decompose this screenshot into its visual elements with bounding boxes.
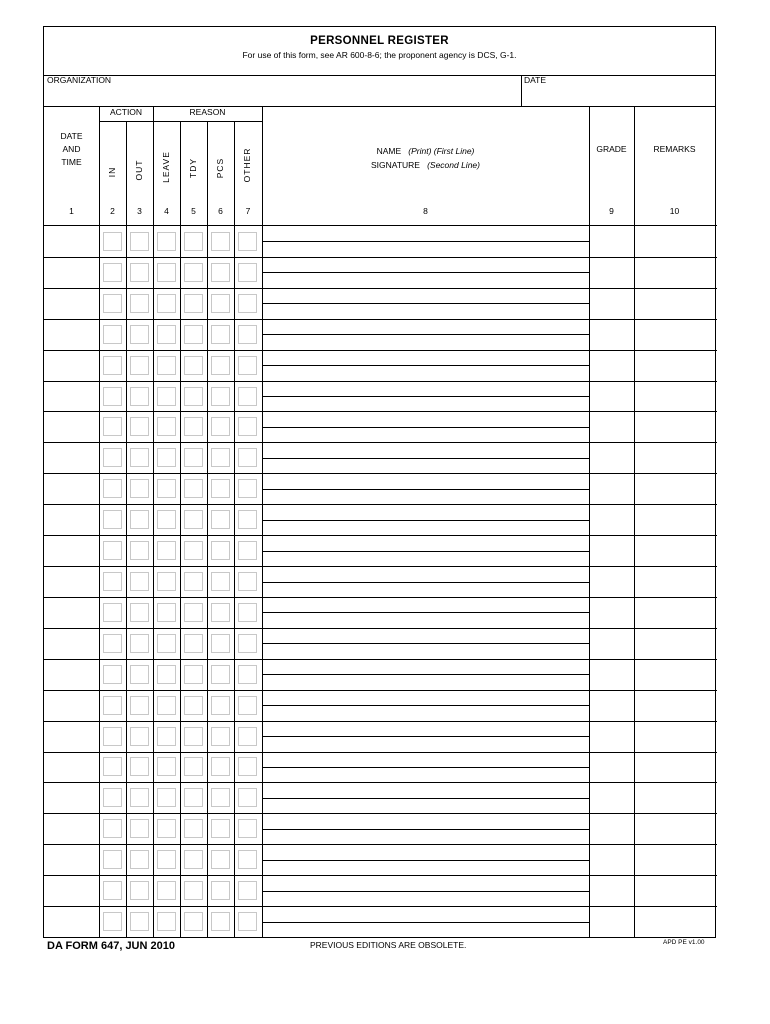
- other-checkbox[interactable]: [238, 263, 257, 282]
- row-divider: [44, 721, 717, 722]
- other-checkbox[interactable]: [238, 819, 257, 838]
- tdy-checkbox[interactable]: [184, 727, 203, 746]
- leave-checkbox[interactable]: [157, 912, 176, 931]
- pcs-checkbox[interactable]: [211, 417, 230, 436]
- name-signature-divider: [262, 922, 589, 923]
- other-checkbox[interactable]: [238, 510, 257, 529]
- other-checkbox[interactable]: [238, 665, 257, 684]
- name-signature-divider: [262, 767, 589, 768]
- column-divider: [180, 121, 181, 937]
- action-group-header: ACTION: [109, 107, 143, 117]
- organization-field[interactable]: ORGANIZATION: [47, 75, 112, 85]
- other-checkbox[interactable]: [238, 356, 257, 375]
- tdy-checkbox[interactable]: [184, 912, 203, 931]
- pcs-checkbox[interactable]: [211, 757, 230, 776]
- leave-checkbox[interactable]: [157, 850, 176, 869]
- row-divider: [44, 504, 717, 505]
- row-divider: [44, 659, 717, 660]
- leave-checkbox[interactable]: [157, 757, 176, 776]
- out-checkbox[interactable]: [130, 819, 149, 838]
- other-checkbox[interactable]: [238, 850, 257, 869]
- in-checkbox[interactable]: [103, 510, 122, 529]
- name-signature-divider: [262, 860, 589, 861]
- personnel-register-form: [43, 26, 716, 938]
- pcs-checkbox[interactable]: [211, 510, 230, 529]
- column-number-6: 6: [218, 206, 223, 216]
- pcs-checkbox[interactable]: [211, 356, 230, 375]
- out-checkbox[interactable]: [130, 294, 149, 313]
- other-header: OTHER: [242, 147, 252, 183]
- in-checkbox[interactable]: [103, 881, 122, 900]
- out-checkbox[interactable]: [130, 417, 149, 436]
- other-checkbox[interactable]: [238, 325, 257, 344]
- tdy-checkbox[interactable]: [184, 634, 203, 653]
- name-header-line: [262, 144, 589, 158]
- tdy-checkbox[interactable]: [184, 572, 203, 591]
- leave-checkbox[interactable]: [157, 325, 176, 344]
- other-checkbox[interactable]: [238, 572, 257, 591]
- column-divider: [589, 106, 590, 937]
- title-band: [44, 27, 715, 76]
- in-checkbox[interactable]: [103, 417, 122, 436]
- tdy-checkbox[interactable]: [184, 541, 203, 560]
- out-checkbox[interactable]: [130, 325, 149, 344]
- in-checkbox[interactable]: [103, 757, 122, 776]
- tdy-checkbox[interactable]: [184, 665, 203, 684]
- row-divider: [44, 844, 717, 845]
- tdy-checkbox[interactable]: [184, 757, 203, 776]
- pcs-checkbox[interactable]: [211, 479, 230, 498]
- out-checkbox[interactable]: [130, 448, 149, 467]
- other-checkbox[interactable]: [238, 387, 257, 406]
- tdy-header: TDY: [188, 158, 198, 178]
- pcs-checkbox[interactable]: [211, 263, 230, 282]
- in-checkbox[interactable]: [103, 819, 122, 838]
- divider: [521, 75, 522, 106]
- other-checkbox[interactable]: [238, 881, 257, 900]
- tdy-checkbox[interactable]: [184, 232, 203, 251]
- tdy-checkbox[interactable]: [184, 325, 203, 344]
- tdy-checkbox[interactable]: [184, 881, 203, 900]
- pcs-checkbox[interactable]: [211, 232, 230, 251]
- name-signature-divider: [262, 489, 589, 490]
- out-checkbox[interactable]: [130, 727, 149, 746]
- name-signature-divider: [262, 334, 589, 335]
- name-signature-divider: [262, 736, 589, 737]
- signature-header-line: [262, 158, 589, 172]
- leave-checkbox[interactable]: [157, 727, 176, 746]
- in-checkbox[interactable]: [103, 479, 122, 498]
- column-divider: [99, 106, 100, 937]
- reason-group-header: REASON: [189, 107, 226, 117]
- name-signature-divider: [262, 674, 589, 675]
- leave-checkbox[interactable]: [157, 603, 176, 622]
- column-number-1: 1: [69, 206, 74, 216]
- out-checkbox[interactable]: [130, 850, 149, 869]
- column-number-4: 4: [164, 206, 169, 216]
- other-checkbox[interactable]: [238, 479, 257, 498]
- name-signature-divider: [262, 582, 589, 583]
- tdy-checkbox[interactable]: [184, 510, 203, 529]
- name-signature-divider: [262, 612, 589, 613]
- row-divider: [44, 597, 717, 598]
- row-divider: [44, 690, 717, 691]
- name-signature-divider: [262, 272, 589, 273]
- name-signature-divider: [262, 396, 589, 397]
- leave-header: LEAVE: [161, 151, 171, 183]
- in-checkbox[interactable]: [103, 665, 122, 684]
- tdy-checkbox[interactable]: [184, 603, 203, 622]
- leave-checkbox[interactable]: [157, 448, 176, 467]
- pcs-checkbox[interactable]: [211, 603, 230, 622]
- out-checkbox[interactable]: [130, 757, 149, 776]
- column-divider: [234, 121, 235, 937]
- name-signature-divider: [262, 427, 589, 428]
- tdy-checkbox[interactable]: [184, 479, 203, 498]
- name-signature-divider: [262, 458, 589, 459]
- out-checkbox[interactable]: [130, 510, 149, 529]
- leave-checkbox[interactable]: [157, 510, 176, 529]
- date-time-line-1: DATE: [60, 131, 83, 141]
- form-subtitle: For use of this form, see AR 600-8-6; the proponent agency is DCS, G-1.: [242, 50, 517, 60]
- other-checkbox[interactable]: [238, 294, 257, 313]
- tdy-checkbox[interactable]: [184, 387, 203, 406]
- pcs-checkbox[interactable]: [211, 881, 230, 900]
- form-title: PERSONNEL REGISTER: [310, 35, 449, 47]
- pcs-checkbox[interactable]: [211, 788, 230, 807]
- leave-checkbox[interactable]: [157, 294, 176, 313]
- pcs-checkbox[interactable]: [211, 634, 230, 653]
- pcs-checkbox[interactable]: [211, 665, 230, 684]
- row-divider: [44, 350, 717, 351]
- leave-checkbox[interactable]: [157, 788, 176, 807]
- leave-checkbox[interactable]: [157, 417, 176, 436]
- pcs-checkbox[interactable]: [211, 696, 230, 715]
- column-divider: [126, 121, 127, 937]
- tdy-checkbox[interactable]: [184, 356, 203, 375]
- pcs-checkbox[interactable]: [211, 850, 230, 869]
- version-label: APD PE v1.00: [663, 939, 705, 946]
- row-divider: [44, 381, 717, 382]
- name-signature-divider: [262, 891, 589, 892]
- out-checkbox[interactable]: [130, 356, 149, 375]
- row-divider: [44, 566, 717, 567]
- in-checkbox[interactable]: [103, 448, 122, 467]
- in-checkbox[interactable]: [103, 912, 122, 931]
- column-divider: [634, 106, 635, 937]
- form-id: DA FORM 647, JUN 2010: [47, 940, 175, 952]
- out-checkbox[interactable]: [130, 572, 149, 591]
- in-checkbox[interactable]: [103, 850, 122, 869]
- leave-checkbox[interactable]: [157, 819, 176, 838]
- out-header: OUT: [134, 159, 144, 181]
- column-divider: [153, 106, 154, 937]
- pcs-checkbox[interactable]: [211, 819, 230, 838]
- out-checkbox[interactable]: [130, 479, 149, 498]
- in-checkbox[interactable]: [103, 634, 122, 653]
- out-checkbox[interactable]: [130, 696, 149, 715]
- name-hint: (Print) (First Line): [408, 146, 475, 156]
- row-divider: [44, 442, 717, 443]
- tdy-checkbox[interactable]: [184, 788, 203, 807]
- date-time-line-2: AND: [62, 144, 81, 154]
- pcs-checkbox[interactable]: [211, 387, 230, 406]
- in-checkbox[interactable]: [103, 387, 122, 406]
- other-checkbox[interactable]: [238, 603, 257, 622]
- out-checkbox[interactable]: [130, 665, 149, 684]
- name-label: NAME: [376, 146, 402, 156]
- row-divider: [44, 813, 717, 814]
- in-checkbox[interactable]: [103, 325, 122, 344]
- out-checkbox[interactable]: [130, 232, 149, 251]
- leave-checkbox[interactable]: [157, 263, 176, 282]
- other-checkbox[interactable]: [238, 448, 257, 467]
- name-signature-divider: [262, 551, 589, 552]
- in-checkbox[interactable]: [103, 572, 122, 591]
- grade-header: GRADE: [596, 144, 627, 154]
- column-divider: [207, 121, 208, 937]
- out-checkbox[interactable]: [130, 788, 149, 807]
- other-checkbox[interactable]: [238, 727, 257, 746]
- column-number-7: 7: [245, 206, 251, 216]
- pcs-checkbox[interactable]: [211, 912, 230, 931]
- row-divider: [44, 257, 717, 258]
- row-divider: [44, 752, 717, 753]
- tdy-checkbox[interactable]: [184, 417, 203, 436]
- in-checkbox[interactable]: [103, 541, 122, 560]
- out-checkbox[interactable]: [130, 912, 149, 931]
- name-signature-divider: [262, 303, 589, 304]
- leave-checkbox[interactable]: [157, 696, 176, 715]
- name-signature-divider: [262, 705, 589, 706]
- signature-hint: (Second Line): [427, 160, 480, 170]
- column-number-5: 5: [191, 206, 196, 216]
- other-checkbox[interactable]: [238, 696, 257, 715]
- column-number-9: 9: [609, 206, 614, 216]
- out-checkbox[interactable]: [130, 541, 149, 560]
- pcs-checkbox[interactable]: [211, 541, 230, 560]
- leave-checkbox[interactable]: [157, 572, 176, 591]
- out-checkbox[interactable]: [130, 603, 149, 622]
- name-signature-header: [262, 144, 589, 172]
- in-checkbox[interactable]: [103, 788, 122, 807]
- signature-label: SIGNATURE: [371, 160, 420, 170]
- in-checkbox[interactable]: [103, 603, 122, 622]
- column-number-8: 8: [423, 206, 428, 216]
- leave-checkbox[interactable]: [157, 665, 176, 684]
- in-checkbox[interactable]: [103, 356, 122, 375]
- tdy-checkbox[interactable]: [184, 819, 203, 838]
- other-checkbox[interactable]: [238, 417, 257, 436]
- row-divider: [44, 473, 717, 474]
- out-checkbox[interactable]: [130, 263, 149, 282]
- out-checkbox[interactable]: [130, 387, 149, 406]
- name-signature-divider: [262, 365, 589, 366]
- name-signature-divider: [262, 520, 589, 521]
- name-signature-divider: [262, 643, 589, 644]
- date-field[interactable]: DATE: [524, 75, 547, 85]
- row-divider: [44, 319, 717, 320]
- date-time-line-3: TIME: [61, 157, 82, 167]
- pcs-checkbox[interactable]: [211, 572, 230, 591]
- row-divider: [44, 288, 717, 289]
- pcs-checkbox[interactable]: [211, 727, 230, 746]
- pcs-checkbox[interactable]: [211, 448, 230, 467]
- out-checkbox[interactable]: [130, 881, 149, 900]
- leave-checkbox[interactable]: [157, 232, 176, 251]
- row-divider: [44, 411, 717, 412]
- tdy-checkbox[interactable]: [184, 263, 203, 282]
- in-checkbox[interactable]: [103, 232, 122, 251]
- remarks-header: REMARKS: [653, 144, 696, 154]
- organization-date-band: [44, 75, 715, 107]
- tdy-checkbox[interactable]: [184, 294, 203, 313]
- other-checkbox[interactable]: [238, 541, 257, 560]
- leave-checkbox[interactable]: [157, 634, 176, 653]
- column-number-3: 3: [137, 206, 142, 216]
- leave-checkbox[interactable]: [157, 387, 176, 406]
- column-number-2: 2: [110, 206, 115, 216]
- tdy-checkbox[interactable]: [184, 448, 203, 467]
- in-checkbox[interactable]: [103, 727, 122, 746]
- name-signature-divider: [262, 241, 589, 242]
- out-checkbox[interactable]: [130, 634, 149, 653]
- column-divider: [262, 106, 263, 937]
- row-divider: [44, 906, 717, 907]
- name-signature-divider: [262, 829, 589, 830]
- pcs-header: PCS: [215, 157, 225, 179]
- leave-checkbox[interactable]: [157, 356, 176, 375]
- row-divider: [44, 875, 717, 876]
- leave-checkbox[interactable]: [157, 479, 176, 498]
- tdy-checkbox[interactable]: [184, 696, 203, 715]
- date-time-header: [44, 130, 99, 169]
- name-signature-divider: [262, 798, 589, 799]
- row-divider: [44, 628, 717, 629]
- tdy-checkbox[interactable]: [184, 850, 203, 869]
- other-checkbox[interactable]: [238, 634, 257, 653]
- column-number-10: 10: [669, 206, 680, 216]
- in-checkbox[interactable]: [103, 263, 122, 282]
- leave-checkbox[interactable]: [157, 881, 176, 900]
- obsolete-notice: PREVIOUS EDITIONS ARE OBSOLETE.: [310, 940, 467, 950]
- other-checkbox[interactable]: [238, 232, 257, 251]
- row-divider: [44, 782, 717, 783]
- leave-checkbox[interactable]: [157, 541, 176, 560]
- in-checkbox[interactable]: [103, 696, 122, 715]
- header-bottom-divider: [44, 225, 717, 226]
- pcs-checkbox[interactable]: [211, 325, 230, 344]
- in-header: IN: [107, 166, 117, 178]
- other-checkbox[interactable]: [238, 788, 257, 807]
- pcs-checkbox[interactable]: [211, 294, 230, 313]
- row-divider: [44, 535, 717, 536]
- in-checkbox[interactable]: [103, 294, 122, 313]
- other-checkbox[interactable]: [238, 912, 257, 931]
- other-checkbox[interactable]: [238, 757, 257, 776]
